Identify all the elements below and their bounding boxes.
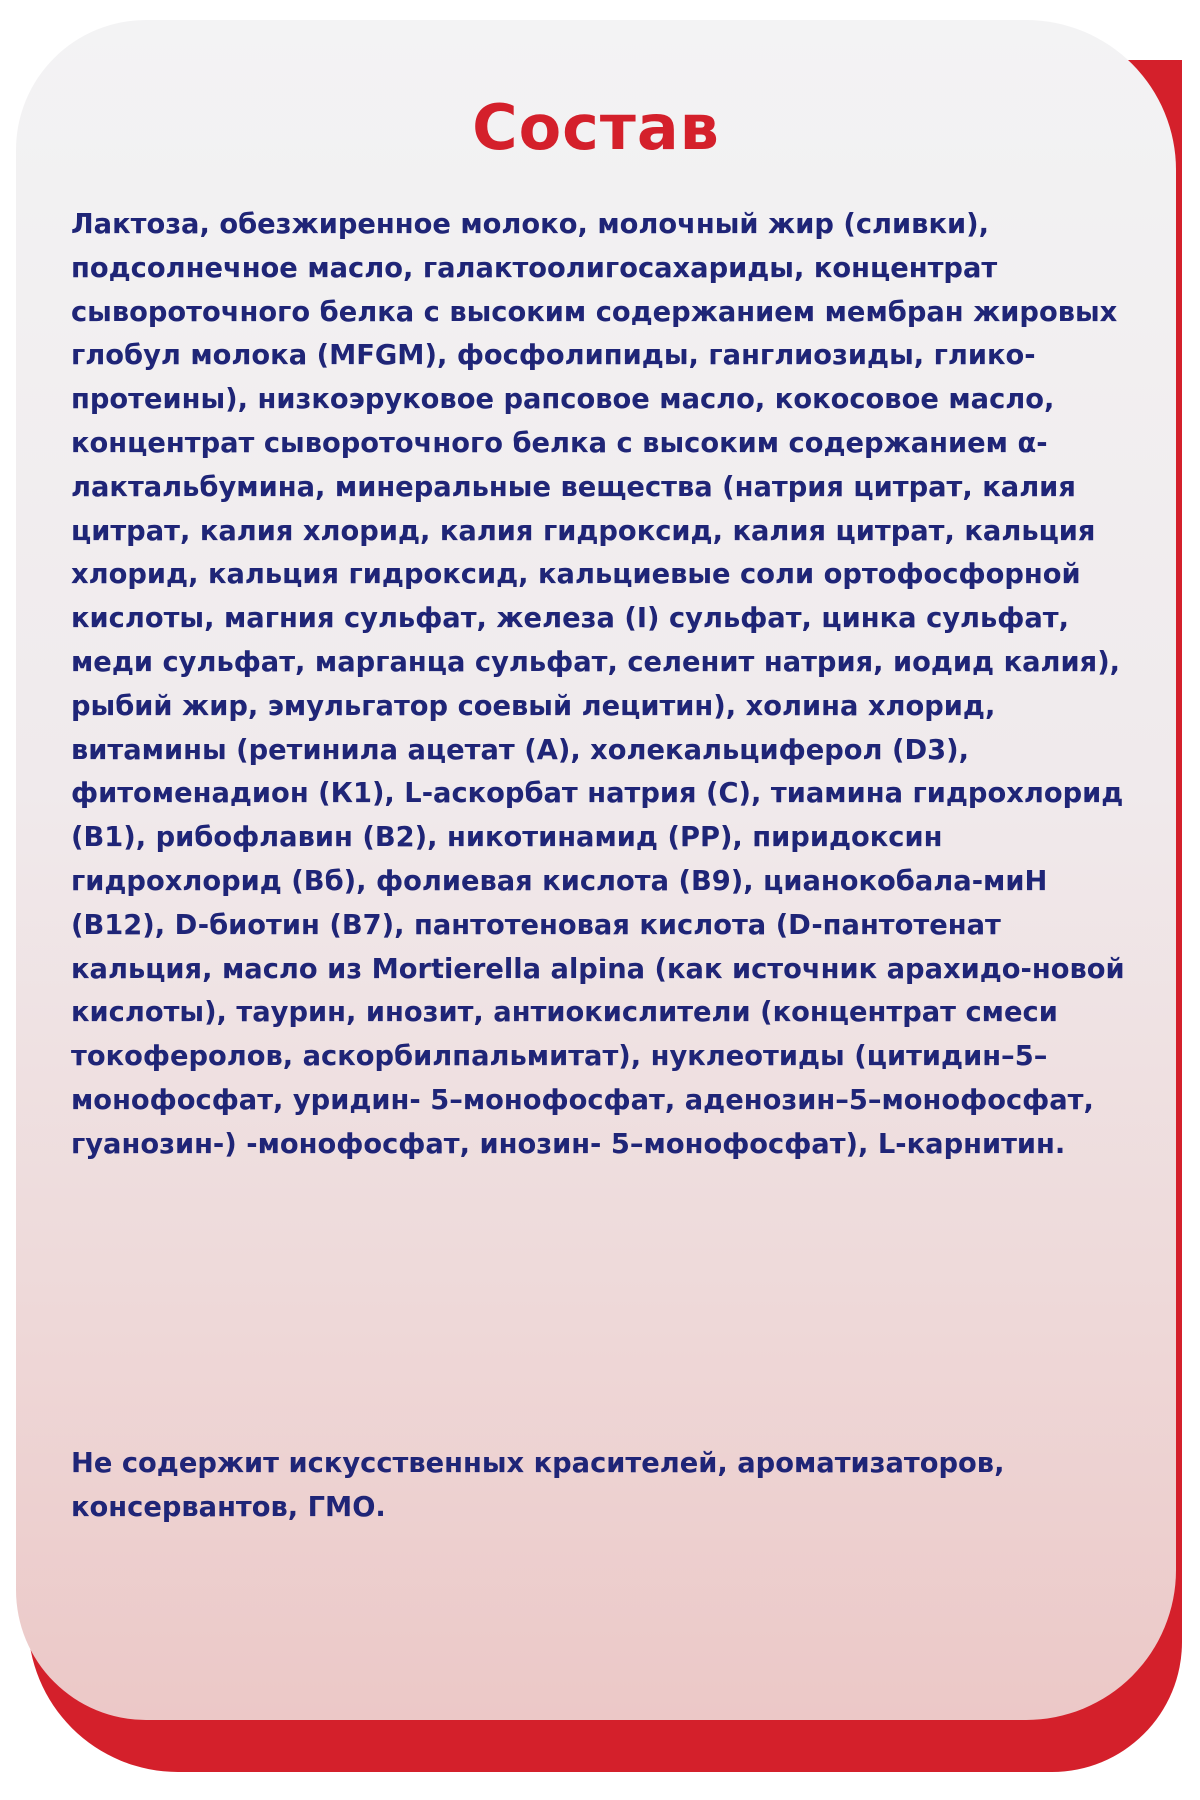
additives-note: Не содержит искусственных красителей, ароматизаторов, консервантов, ГМО. xyxy=(71,1448,1005,1523)
ingredients-text: Лактоза, обезжиренное молоко, молочный жир (сливки), подсолнечное масло, галактоолигосахариды, концентрат сывороточного белка с высоким содержанием мембран жировых глобул молока (MFGM), фосфолипиды, ганглиозиды, глико-протеины), низкоэруковое рапсовое масло, кокосовое масло, концентрат сывороточного белка с высоким содержанием α-лактальбумина, минеральные вещества (натрия цитрат, калия цитрат, калия хлорид, калия гидроксид, калия цитрат, кальция хлорид, кальция гидроксид, кальциевые соли ортофосфорной кислоты, магния сульфат, железа (I) сульфат, цинка сульфат, меди сульфат, марганца сульфат, селенит натрия, иодид калия), рыбий жир, эмульгатор соевый лецитин), холина хлорид, витамины (ретинила ацетат (А), холекальциферол (D3), фитоменадион (К1), L-аскорбат натрия (С), тиамина гидрохлорид (В1), рибофлавин (В2), никотинамид (РР), пиридоксин гидрохлорид (Вб), фолиевая кислота (В9), цианокобала-миН (В12), D-биотин (В7), пантотеновая кислота (D-пантотенат кальция, масло из Mortierella alpina (как источник арахидо-новой кислоты), таурин, инозит, антиокислители (концентрат смеси токоферолов, аскорбилпальмитат), нуклеотиды (цитидин–5–монофосфат, уридин- 5–монофосфат, аденозин–5–монофосфат, гуанозин-) -монофосфат, инозин- 5–монофосфат), L-карнитин. xyxy=(71,209,1125,1160)
composition-card xyxy=(16,20,1176,1720)
card-title: Состав xyxy=(472,91,720,164)
